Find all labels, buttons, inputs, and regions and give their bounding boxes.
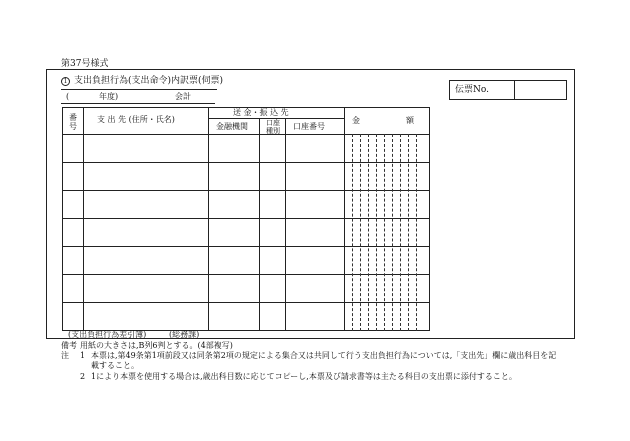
note-2-number: 2 bbox=[80, 372, 86, 381]
accounting-label: 会計 bbox=[175, 92, 191, 101]
column-line bbox=[285, 118, 286, 331]
detail-table bbox=[62, 107, 430, 331]
column-line bbox=[344, 107, 345, 331]
digit-guide-line bbox=[384, 134, 385, 331]
column-header-account-number: 口座番号 bbox=[293, 122, 325, 131]
year-underline bbox=[61, 103, 215, 104]
footer-department-label: (総務課) bbox=[169, 330, 200, 339]
form-title: 支出負担行為(支出命令)内訳票(伺票) bbox=[74, 76, 224, 86]
digit-guide-line bbox=[400, 134, 401, 331]
column-header-account-type: 口座種別 bbox=[266, 119, 280, 135]
form-number: 第37号様式 bbox=[61, 59, 109, 69]
column-header-amount-2: 額 bbox=[406, 116, 414, 125]
column-header-bank: 金融機関 bbox=[216, 122, 248, 131]
column-header-amount-1: 金 bbox=[352, 116, 360, 125]
note-1-line-2: 載すること。 bbox=[91, 361, 139, 370]
digit-guide-line bbox=[360, 134, 361, 331]
note-1-line-1: 本票は,第49条第1項前段又は同条第2項の規定による集合又は共同して行う支出負担行為については,「支出先」欄に歳出科目を記 bbox=[91, 351, 557, 360]
circled-number-mark: 1 bbox=[61, 77, 70, 86]
row-line bbox=[62, 218, 430, 219]
row-line bbox=[62, 162, 430, 163]
year-open-paren: ( bbox=[66, 92, 70, 101]
fiscal-year-label: 年度) bbox=[99, 92, 119, 101]
slip-number-label: 伝票No. bbox=[455, 85, 489, 95]
note-2-text: 1により本票を使用する場合は,歳出科目数に応じてコピーし,本票及び請求書等は主たる科目の支出票に添付すること。 bbox=[91, 372, 517, 381]
digit-guide-line bbox=[408, 134, 409, 331]
digit-guide-line bbox=[416, 134, 417, 331]
row-line bbox=[62, 274, 430, 275]
digit-guide-line bbox=[352, 134, 353, 331]
note-1-number: 1 bbox=[80, 351, 86, 360]
digit-guide-line bbox=[376, 134, 377, 331]
row-line bbox=[62, 246, 430, 247]
row-line bbox=[62, 190, 430, 191]
header-bottom-line bbox=[62, 134, 430, 135]
title-underline bbox=[61, 89, 217, 90]
remarks-label: 備考 bbox=[61, 341, 77, 350]
footer-ledger-label: (支出負担行為差引簿) bbox=[68, 330, 147, 339]
digit-guide-line bbox=[392, 134, 393, 331]
column-header-payee: 支 出 先 (住所・氏名) bbox=[97, 115, 175, 124]
row-line bbox=[62, 302, 430, 303]
notes-label: 注 bbox=[61, 351, 69, 360]
remarks-text: 用紙の大きさは,B列6判とする。(4部複写) bbox=[80, 341, 233, 350]
column-line bbox=[83, 107, 84, 331]
digit-guide-line bbox=[368, 134, 369, 331]
column-header-remittance: 送 金・振 込 先 bbox=[233, 108, 289, 117]
column-line bbox=[259, 118, 260, 331]
slip-number-divider bbox=[514, 80, 515, 100]
column-header-number: 番号 bbox=[69, 113, 77, 131]
column-line bbox=[208, 107, 209, 331]
